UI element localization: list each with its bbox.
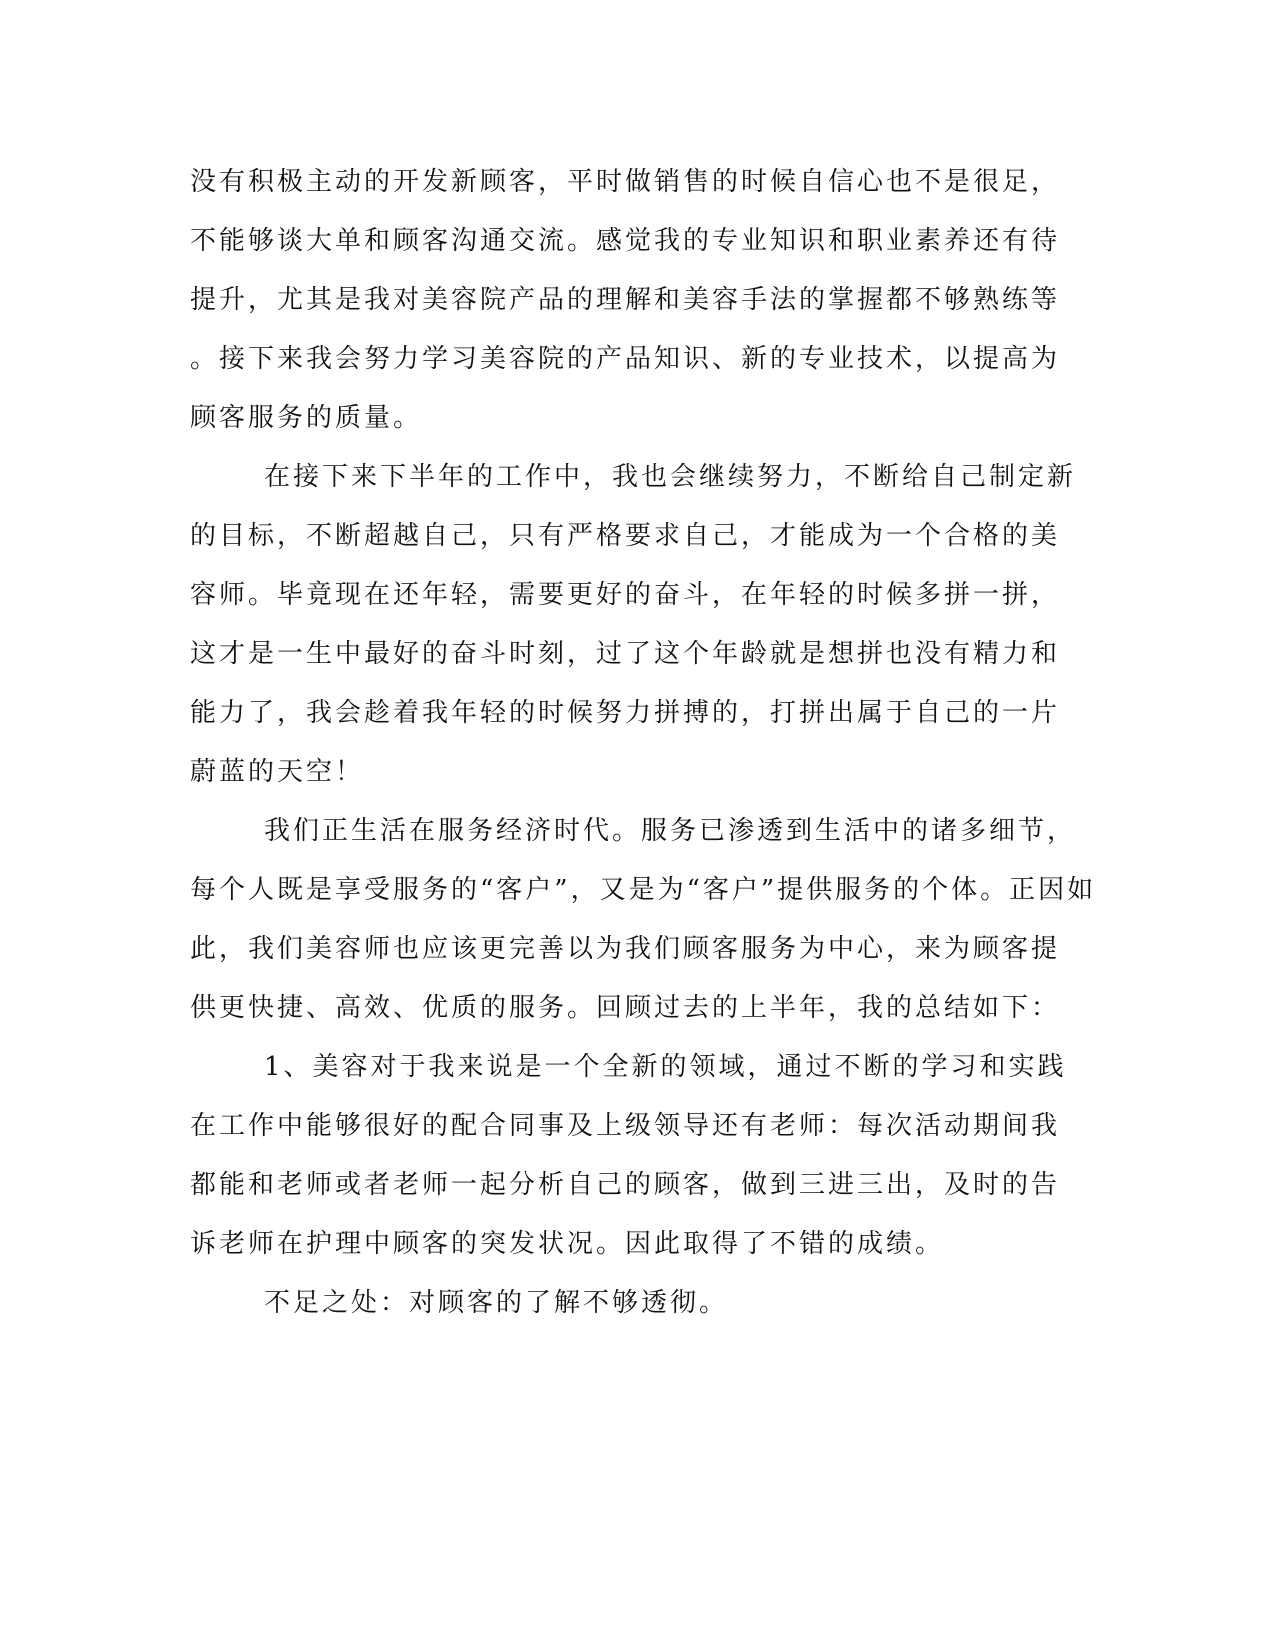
text-line: 的目标，不断超越自己，只有严格要求自己，才能成为一个合格的美: [190, 521, 1061, 551]
paragraph-start-line: 在接下来下半年的工作中，我也会继续努力，不断给自己制定新: [264, 462, 1077, 492]
text-line: 都能和老师或者老师一起分析自己的顾客，做到三进三出，及时的告: [190, 1170, 1061, 1200]
text-line: 顾客服务的质量。: [190, 403, 423, 433]
text-line: 此，我们美容师也应该更完善以为我们顾客服务为中心，来为顾客提: [190, 934, 1061, 964]
paragraph-start-line: 1、美容对于我来说是一个全新的领域，通过不断的学习和实践: [264, 1052, 1067, 1082]
text-line: 。接下来我会努力学习美容院的产品知识、新的专业技术，以提高为: [190, 344, 1061, 374]
text-line: 这才是一生中最好的奋斗时刻，过了这个年龄就是想拼也没有精力和: [190, 639, 1061, 669]
paragraph-start-line: 我们正生活在服务经济时代。服务已渗透到生活中的诸多细节，: [264, 816, 1077, 846]
text-line: 在工作中能够很好的配合同事及上级领导还有老师：每次活动期间我: [190, 1111, 1061, 1141]
text-line: 每个人既是享受服务的“客户”，又是为“客户”提供服务的个体。正因如: [190, 875, 1097, 905]
paragraph-start-line: 不足之处：对顾客的了解不够透彻。: [264, 1288, 729, 1318]
text-line: 提升，尤其是我对美容院产品的理解和美容手法的掌握都不够熟练等: [190, 285, 1061, 315]
text-line: 供更快捷、高效、优质的服务。回顾过去的上半年，我的总结如下：: [190, 993, 1061, 1023]
text-line: 能力了，我会趁着我年轻的时候努力拼搏的，打拼出属于自己的一片: [190, 698, 1061, 728]
text-line: 容师。毕竟现在还年轻，需要更好的奋斗，在年轻的时候多拼一拼，: [190, 580, 1061, 610]
text-line: 诉老师在护理中顾客的突发状况。因此取得了不错的成绩。: [190, 1229, 945, 1259]
text-line: 没有积极主动的开发新顾客，平时做销售的时候自信心也不是很足，: [190, 167, 1061, 197]
text-line: 不能够谈大单和顾客沟通交流。感觉我的专业知识和职业素养还有待: [190, 226, 1061, 256]
text-line: 蔚蓝的天空！: [190, 757, 365, 787]
